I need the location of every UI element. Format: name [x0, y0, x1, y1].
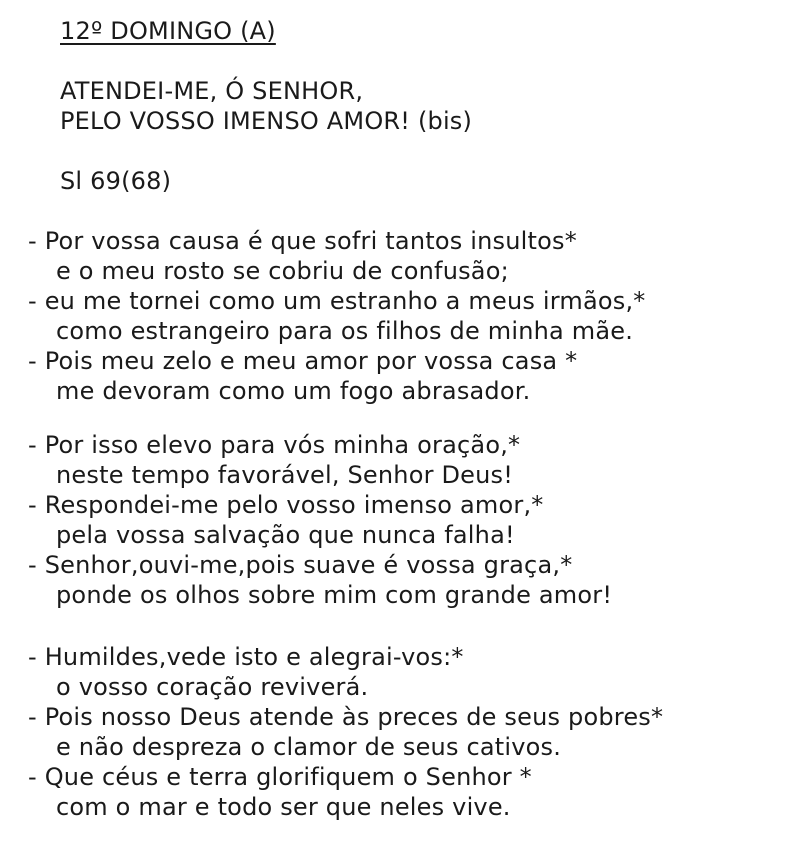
- verse-line: - Que céus e terra glorifiquem o Senhor *: [28, 763, 532, 791]
- verse-line: e o meu rosto se cobriu de confusão;: [56, 257, 509, 285]
- verse-line: - Pois meu zelo e meu amor por vossa casa *: [28, 347, 578, 375]
- verse-line: - Pois nosso Deus atende às preces de seus pobres*: [28, 703, 664, 731]
- verse-line: me devoram como um fogo abrasador.: [56, 377, 531, 405]
- verse-line: - Senhor,ouvi-me,pois suave é vossa graça,*: [28, 551, 573, 579]
- verse-line: - Respondei-me pelo vosso imenso amor,*: [28, 491, 544, 519]
- verse-line: como estrangeiro para os filhos de minha mãe.: [56, 317, 634, 345]
- verse-line: - Por isso elevo para vós minha oração,*: [28, 431, 521, 459]
- psalm-reference: Sl 69(68): [60, 167, 172, 195]
- verse-line: - Por vossa causa é que sofri tantos insultos*: [28, 227, 577, 255]
- refrain-line: ATENDEI-ME, Ó SENHOR,: [60, 77, 364, 105]
- verse-line: neste tempo favorável, Senhor Deus!: [56, 461, 514, 489]
- verse-line: pela vossa salvação que nunca falha!: [56, 521, 515, 549]
- verse-line: - Humildes,vede isto e alegrai-vos:*: [28, 643, 464, 671]
- verse-line: com o mar e todo ser que neles vive.: [56, 793, 511, 821]
- verse-line: o vosso coração reviverá.: [56, 673, 369, 701]
- refrain-line: PELO VOSSO IMENSO AMOR! (bis): [60, 107, 473, 135]
- verse-line: ponde os olhos sobre mim com grande amor!: [56, 581, 613, 609]
- verse-line: - eu me tornei como um estranho a meus irmãos,*: [28, 287, 646, 315]
- page-title: 12º DOMINGO (A): [60, 17, 276, 45]
- verse-line: e não despreza o clamor de seus cativos.: [56, 733, 562, 761]
